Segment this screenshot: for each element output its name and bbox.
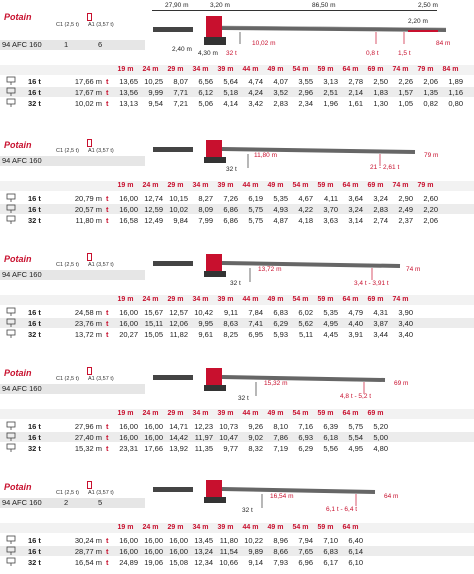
table-row: 16 t 20,57 m t 16,00 12,59 10,02 8,09 6,86 5,75 4,93 4,22 3,70 3,24 2,83 2,49 2,20	[0, 204, 474, 214]
counterweight-icon	[87, 139, 92, 147]
dim-tower: 3,20 m	[210, 2, 230, 9]
model-label: 94 AFC 160	[2, 270, 42, 279]
model-label: 94 AFC 160	[2, 384, 42, 393]
hook-icon	[6, 76, 16, 85]
dim-tip: 2,50 m	[418, 2, 438, 9]
radius-header: 74 m	[392, 66, 409, 73]
a1-value: 6	[98, 40, 103, 49]
crane-diagram-4	[150, 366, 460, 406]
counterweight-icon	[87, 481, 92, 489]
radius-header: 29 m	[167, 66, 184, 73]
table-row: 32 t 15,32 m t 23,31 17,66 13,92 11,35 9,77 8,32 7,19 6,29 5,56 4,95 4,80	[0, 443, 474, 453]
hook-icon	[6, 215, 16, 224]
counterweight-icon	[87, 253, 92, 261]
crane-diagram-5	[150, 478, 460, 518]
logo: Potain	[4, 368, 32, 378]
dim-max-radius: 84 m	[436, 40, 451, 47]
table-row: 32 t 10,02 m t 13,13 9,54 7,21 5,06 4,14 3,42 2,83 2,34 1,96 1,61 1,30 1,05 0,82 0,80	[0, 98, 474, 108]
dim-a: 2,40 m	[172, 46, 192, 53]
dim-min-radius: 10,02 m	[252, 40, 276, 47]
table-row: 32 t 11,80 m t 16,58 12,49 9,84 7,99 6,86 5,75 4,87 4,18 3,63 3,14 2,74 2,37 2,06	[0, 215, 474, 225]
radius-header: 49 m	[267, 66, 284, 73]
dim-hook-load: 32 t	[226, 50, 237, 57]
table-row: 16 t 27,96 m t 16,00 16,00 14,71 12,23 10,73 9,26 8,10 7,16 6,39 5,75 5,20	[0, 421, 474, 431]
counterweight-icon	[87, 367, 92, 375]
dim-tip-load-2: 1,5 t	[398, 50, 411, 57]
dim-tip-load-1: 0,8 t	[366, 50, 379, 57]
crane-diagram-2	[150, 138, 460, 178]
hook-icon	[6, 329, 16, 338]
table-row: 16 t 24,58 m t 16,00 15,67 12,57 10,42 9,11 7,84 6,83 6,02 5,35 4,79 4,31 3,90	[0, 307, 474, 317]
radius-header: 84 m	[442, 66, 459, 73]
table-row: 16 t 27,40 m t 16,00 16,00 14,42 11,97 10,47 9,02 7,86 6,93 6,18 5,54 5,00	[0, 432, 474, 442]
hook-icon	[6, 443, 16, 452]
radius-header: 64 m	[342, 66, 359, 73]
hook-icon	[6, 98, 16, 107]
hook-icon	[6, 193, 16, 202]
hook-icon	[6, 546, 16, 555]
hook-icon	[6, 421, 16, 430]
dim-b: 4,30 m	[198, 50, 218, 57]
table-row: 16 t 20,79 m t 16,00 12,74 10,15 8,27 7,26 6,19 5,35 4,67 4,11 3,64 3,24 2,90 2,60	[0, 193, 474, 203]
a1-value: 5	[98, 498, 103, 507]
table-row: 16 t 17,67 m t 13,56 9,99 7,71 6,12 5,18 4,24 3,52 2,96 2,51 2,14 1,83 1,57 1,35 1,16	[0, 87, 474, 97]
model-label: 94 AFC 160	[2, 40, 42, 49]
hook-icon	[6, 318, 16, 327]
table-row: 32 t 16,54 m t 24,89 19,06 15,08 12,34 10,66 9,14 7,93 6,96 6,17 6,10	[0, 557, 474, 567]
radius-header: 24 m	[142, 66, 159, 73]
model-label: 94 AFC 160	[2, 156, 42, 165]
radius-header: 54 m	[292, 66, 309, 73]
radius-header: 39 m	[217, 66, 234, 73]
radius-header: 69 m	[367, 66, 384, 73]
logo: Potain	[4, 140, 32, 150]
logo: Potain	[4, 482, 32, 492]
hook-icon	[6, 204, 16, 213]
table-row: 32 t 13,72 m t 20,27 15,05 11,82 9,61 8,25 6,95 5,93 5,11 4,45 3,91 3,44 3,40	[0, 329, 474, 339]
crane-diagram-1	[150, 10, 460, 50]
dim-height: 2,20 m	[408, 18, 428, 25]
model-label: 94 AFC 160	[2, 498, 42, 507]
radius-header: 34 m	[192, 66, 209, 73]
counterweight-icon	[87, 13, 92, 21]
hook-icon	[6, 557, 16, 566]
radius-header: 44 m	[242, 66, 259, 73]
hook-icon	[6, 535, 16, 544]
radius-header: 19 m	[117, 66, 134, 73]
dim-jib: 86,50 m	[312, 2, 336, 9]
logo: Potain	[4, 254, 32, 264]
table-row: 16 t 17,66 m t 13,65 10,25 8,07 6,56 5,64 4,74 4,07 3,55 3,13 2,78 2,50 2,26 2,06 1,89	[0, 76, 474, 86]
hook-icon	[6, 87, 16, 96]
dim-jib-counter: 27,90 m	[165, 2, 189, 9]
config-a1-header: A1 (3,57 t)	[88, 22, 114, 28]
radius-header: 59 m	[317, 66, 334, 73]
hook-icon	[6, 432, 16, 441]
hook-icon	[6, 307, 16, 316]
c1-value: 1	[64, 40, 69, 49]
table-row: 16 t 23,76 m t 16,00 15,11 12,06 9,95 8,63 7,41 6,29 5,62 4,95 4,40 3,87 3,40	[0, 318, 474, 328]
radius-header: 79 m	[417, 66, 434, 73]
c1-value: 2	[64, 498, 69, 507]
table-row: 16 t 28,77 m t 16,00 16,00 16,00 13,24 11,54 9,89 8,66 7,65 6,83 6,14	[0, 546, 474, 556]
logo: Potain	[4, 12, 32, 22]
table-row: 16 t 30,24 m t 16,00 16,00 16,00 13,45 11,80 10,22 8,96 7,94 7,10 6,40	[0, 535, 474, 545]
config-c1-header: C1 (2,5 t)	[56, 22, 79, 28]
